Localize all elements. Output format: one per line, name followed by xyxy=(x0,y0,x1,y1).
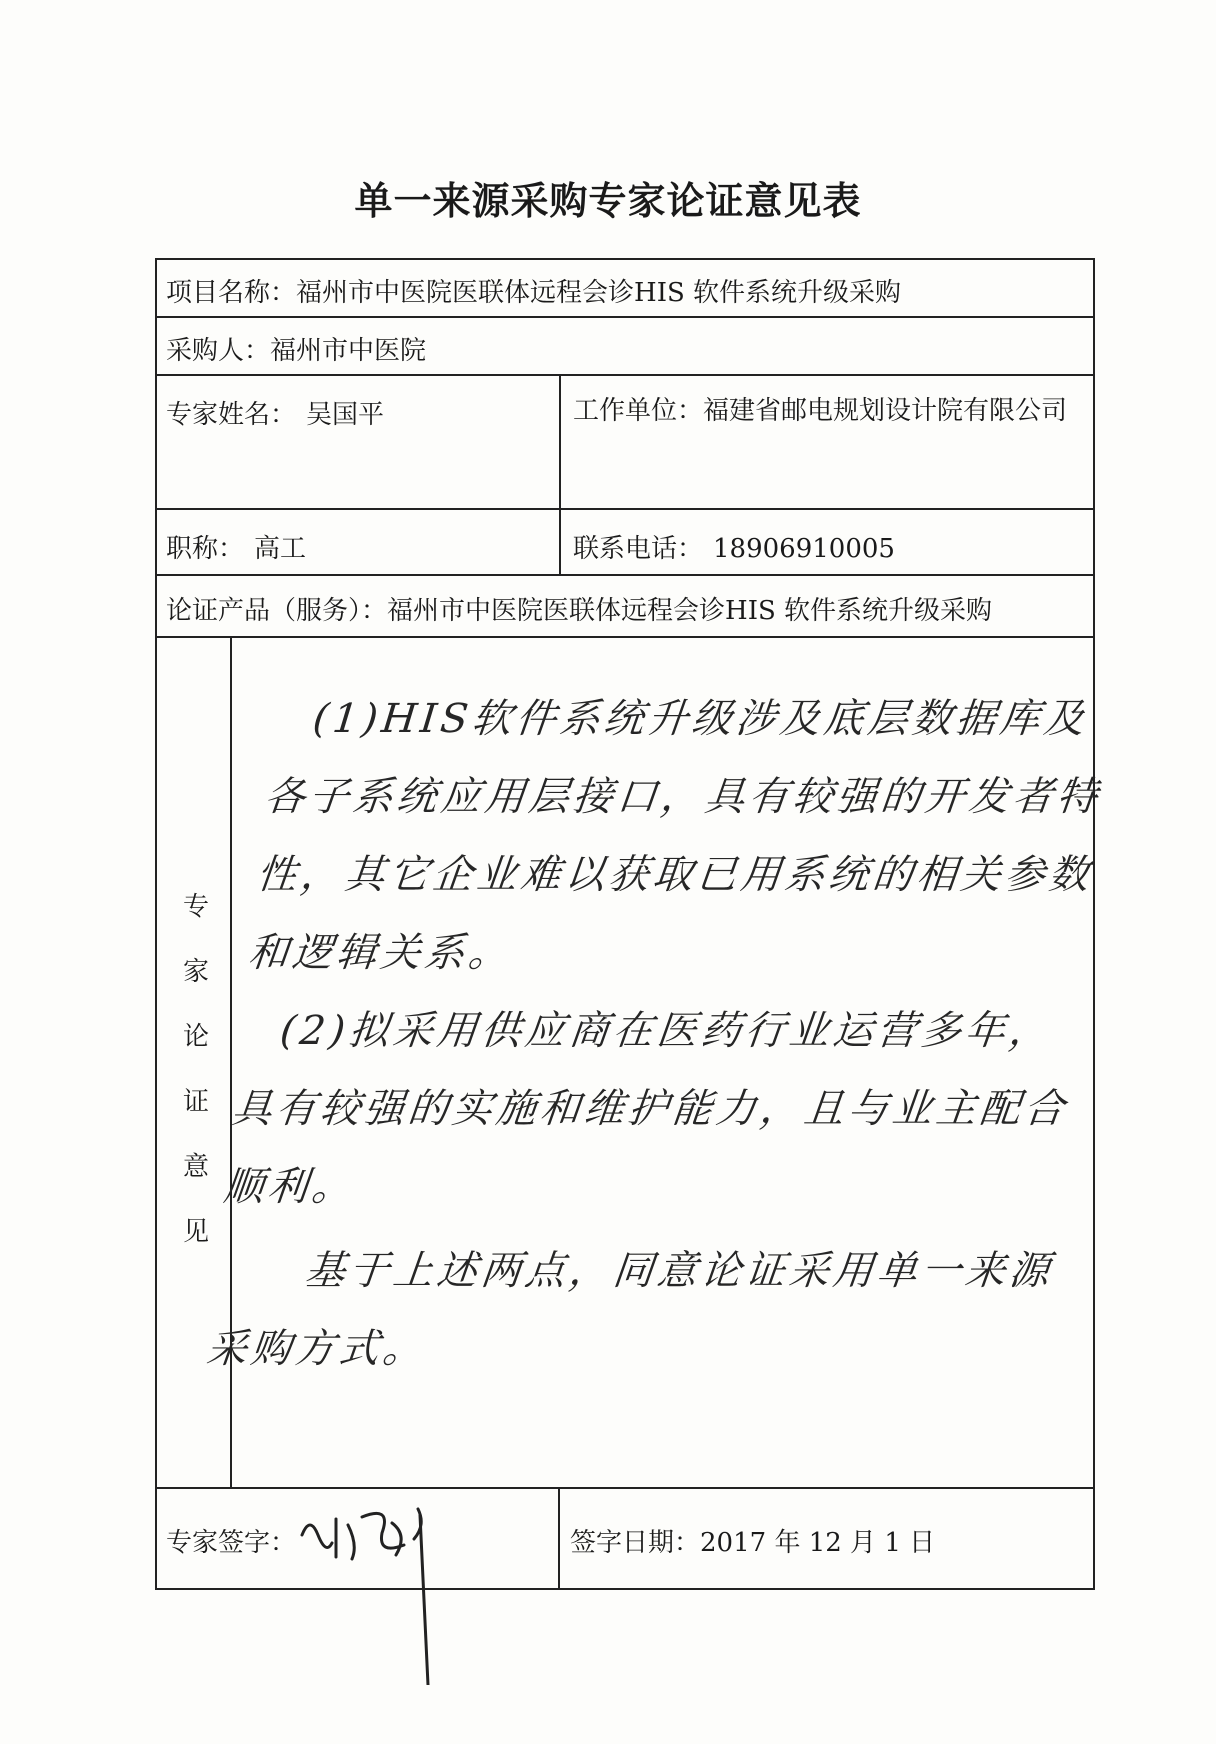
row-divider xyxy=(155,508,1095,510)
project-name-value: 福州市中医院医联体远程会诊HIS 软件系统升级采购 xyxy=(296,278,902,308)
opinion-paragraph: 基于上述两点，同意论证采用单一来源采购方式。 xyxy=(204,1248,1056,1372)
product-label: 论证产品（服务）： xyxy=(166,596,388,626)
expert-name-value: 吴国平 xyxy=(306,400,385,430)
purchaser-label: 采购人： xyxy=(166,336,271,366)
opinion-heading-char: 见 xyxy=(182,1217,209,1247)
phone-field xyxy=(573,528,895,565)
workplace-field xyxy=(573,378,1085,444)
expert-name-label: 专家姓名： xyxy=(166,400,297,430)
product-value: 福州市中医院医联体远程会诊HIS 软件系统升级采购 xyxy=(387,596,993,626)
page-title: 单一来源采购专家论证意见表 xyxy=(354,179,862,223)
title-rank-value: 高工 xyxy=(254,534,307,564)
row-divider xyxy=(155,636,1095,638)
title-rank-label: 职称： xyxy=(166,534,245,564)
opinion-heading-char: 论 xyxy=(182,1022,209,1052)
handwritten-opinion xyxy=(203,680,1117,1388)
sign-date-value: 2017 年 12 月 1 日 xyxy=(700,1528,936,1558)
opinion-paragraph: (1)HIS软件系统升级涉及底层数据库及各子系统应用层接口，具有较强的开发者特性，其它企业难以获取已用系统的相关参数和逻辑关系。 xyxy=(246,696,1104,976)
row-divider xyxy=(155,316,1095,318)
col-divider xyxy=(559,374,561,574)
project-name-field xyxy=(166,272,901,309)
expert-name-field xyxy=(166,394,384,431)
workplace-value: 福建省邮电规划设计院有限公司 xyxy=(703,396,1068,426)
signature-scribble xyxy=(296,1495,466,1685)
opinion-heading-char: 专 xyxy=(182,892,209,922)
sign-date-field xyxy=(570,1522,935,1559)
phone-value: 18906910005 xyxy=(713,534,895,564)
sign-date-label: 签字日期： xyxy=(570,1528,701,1558)
row-divider xyxy=(155,374,1095,376)
purchaser-value: 福州市中医院 xyxy=(270,336,427,366)
opinion-heading-char: 证 xyxy=(182,1087,209,1117)
row-divider xyxy=(155,1487,1095,1489)
opinion-paragraph: (2)拟采用供应商在医药行业运营多年，具有较强的实施和维护能力，且与业主配合顺利。 xyxy=(221,1008,1071,1210)
opinion-heading xyxy=(168,875,224,1265)
signature-label: 专家签字： xyxy=(166,1528,297,1558)
workplace-label: 工作单位： xyxy=(573,396,704,426)
title-rank-field xyxy=(166,528,306,565)
project-name-label: 项目名称： xyxy=(166,278,297,308)
opinion-heading-char: 意 xyxy=(182,1152,209,1182)
product-field xyxy=(166,590,992,627)
opinion-heading-char: 家 xyxy=(182,957,209,987)
phone-label: 联系电话： xyxy=(573,534,704,564)
col-divider xyxy=(558,1487,560,1590)
row-divider xyxy=(155,574,1095,576)
purchaser-field xyxy=(166,330,426,367)
signature-mark xyxy=(296,1495,466,1685)
